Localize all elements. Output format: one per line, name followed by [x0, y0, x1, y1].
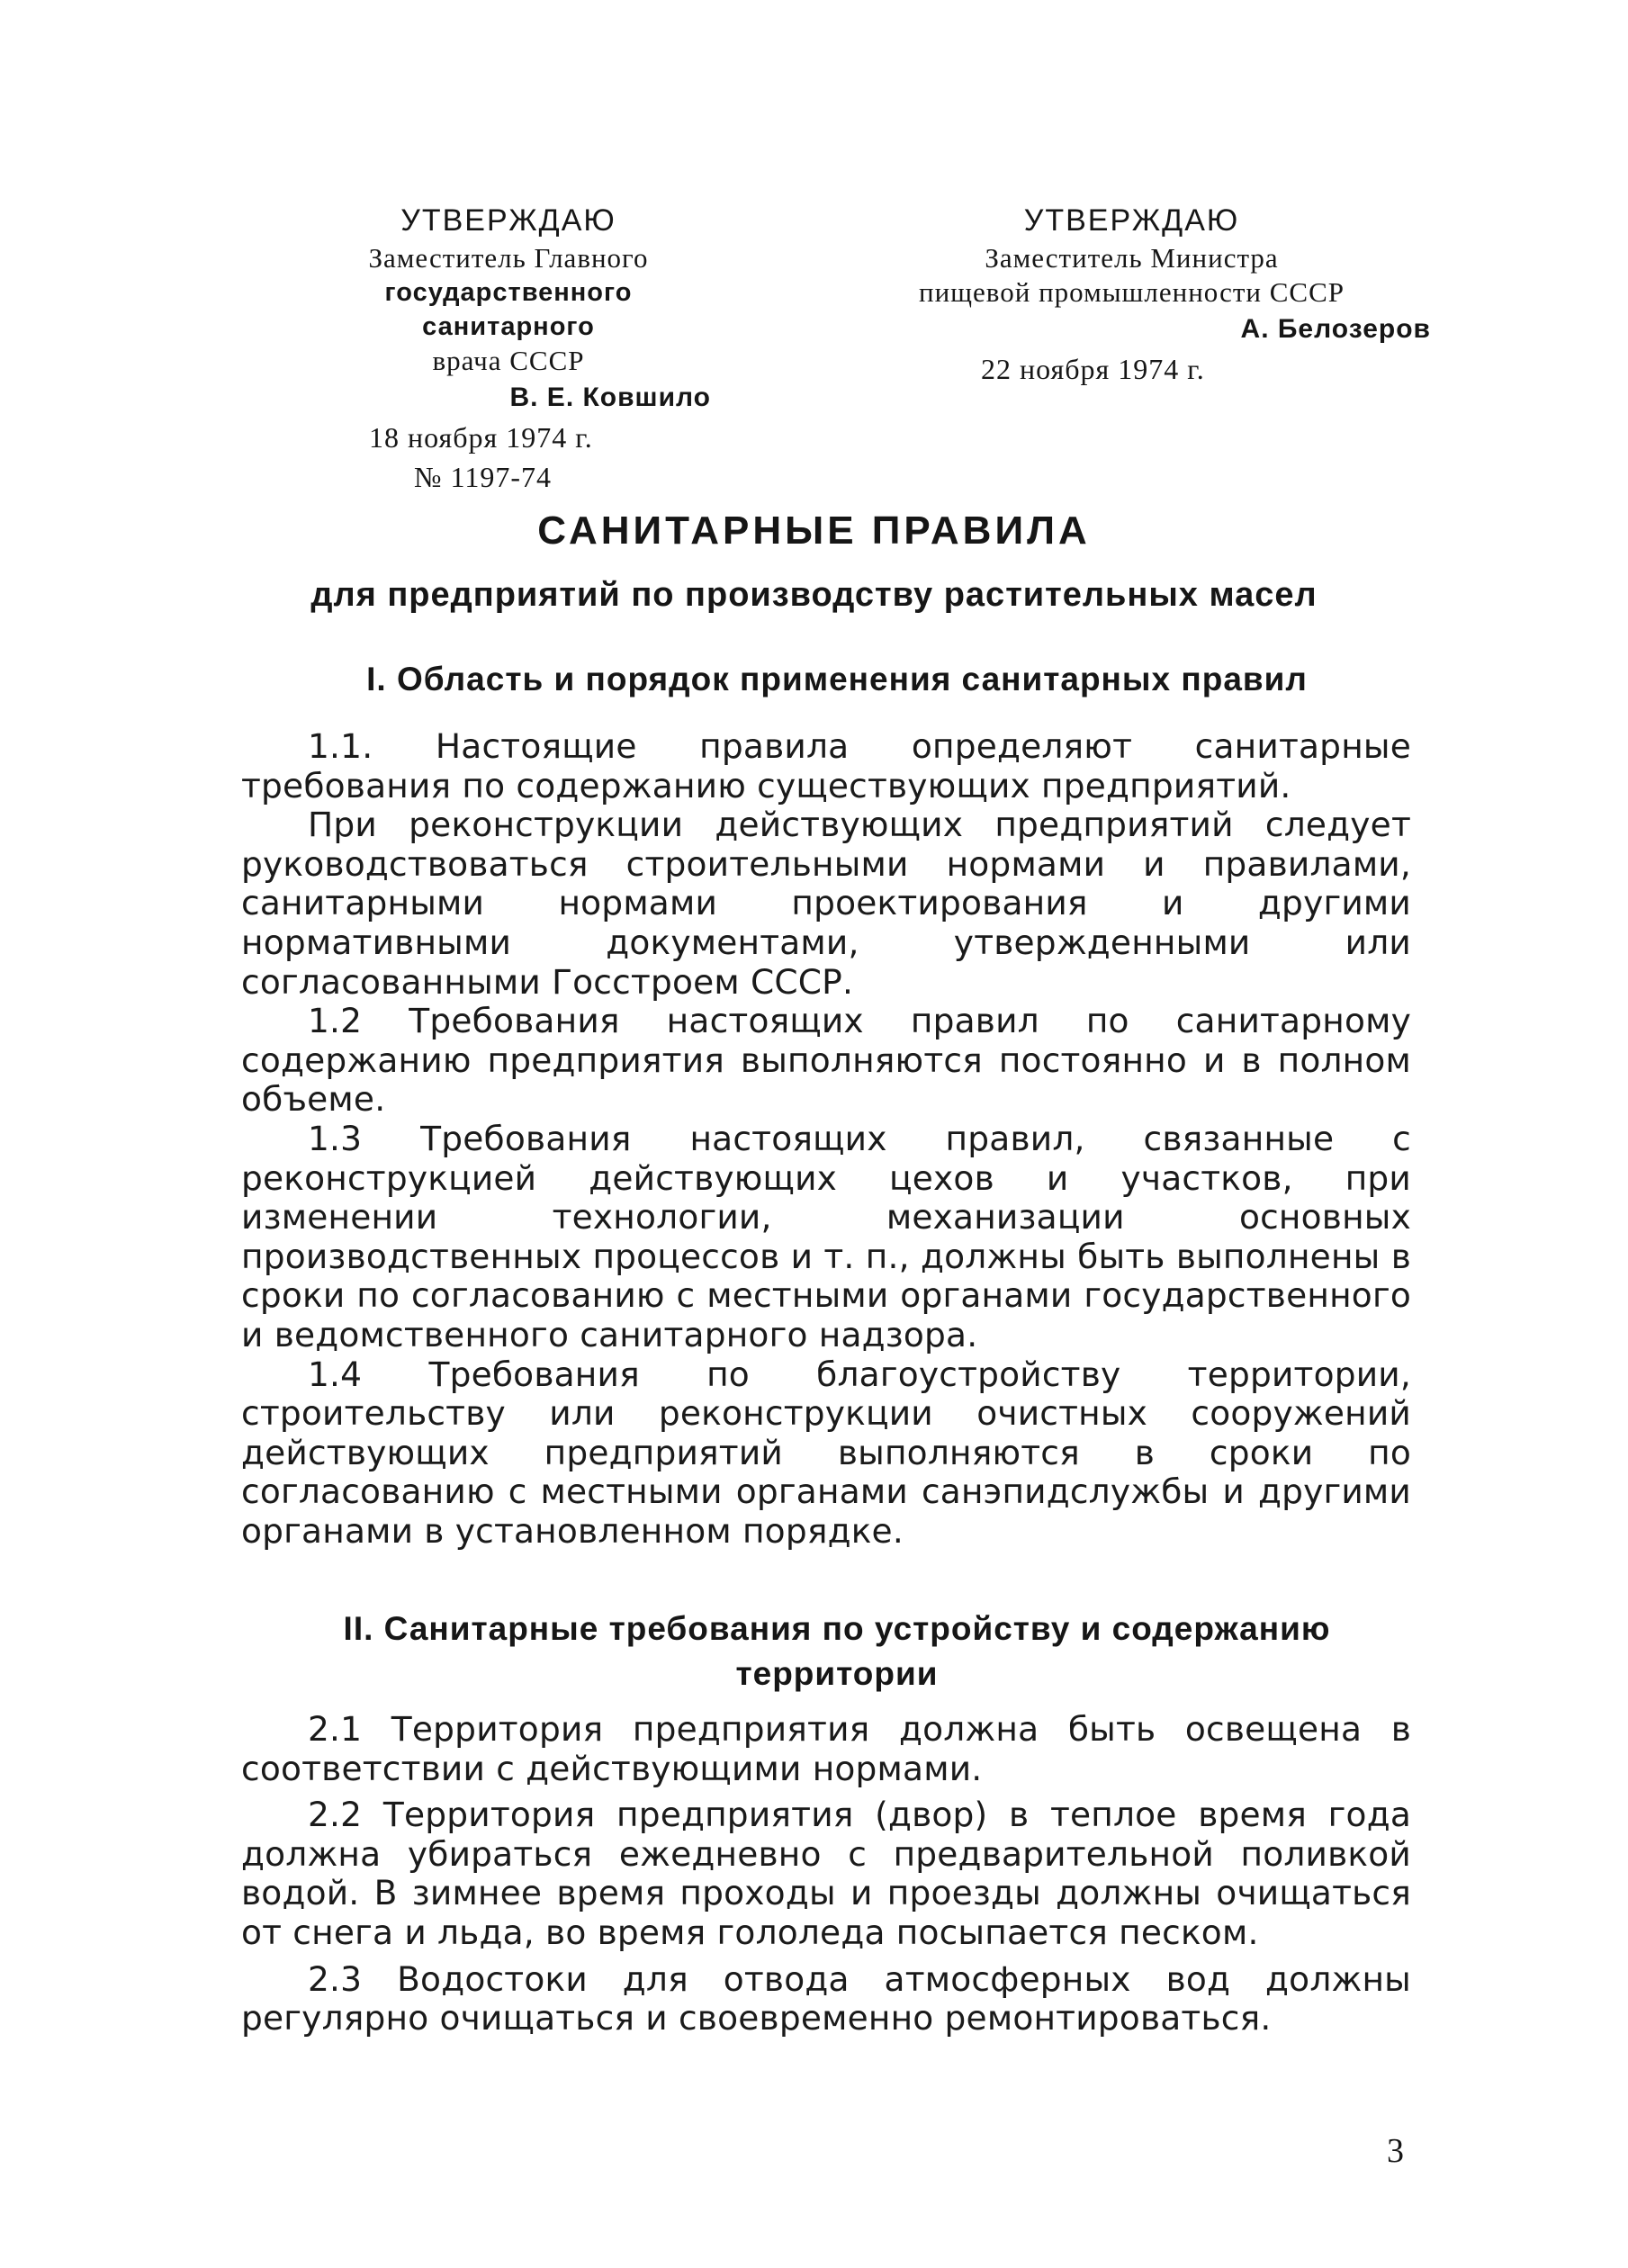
approval-signatory: А. Белозеров: [1240, 314, 1431, 344]
section-heading: [270, 1606, 1404, 1696]
approval-block-left: [297, 200, 720, 497]
approval-heading: УТВЕРЖДАЮ: [1023, 203, 1240, 238]
approval-position-line: пищевой промышленности СССР: [919, 276, 1345, 308]
page-number: 3: [1387, 2132, 1404, 2170]
approval-position-line: Заместитель Министра: [985, 242, 1279, 274]
approval-position-line: Заместитель Главного: [368, 242, 649, 274]
paragraph: 2.3 Водостоки для отвода атмосферных вод должны регулярно очищаться и своевременно ремонтироваться.: [241, 1958, 1411, 2038]
section-body: [241, 727, 1411, 1551]
approval-position-line: государственного санитарного: [384, 278, 633, 341]
approval-signatory: В. Е. Ковшило: [509, 382, 711, 412]
approval-heading: УТВЕРЖДАЮ: [400, 203, 616, 238]
approval-date: 22 ноября 1974 г.: [981, 353, 1205, 385]
approval-position-line: врача СССР: [432, 345, 585, 376]
paragraph: 2.2 Территория предприятия (двор) в теплое время года должна убираться ежедневно с предварительной поливкой водой. В зимнее время проходы и проезды должны очищаться от снега и льда, во время гололеда посыпается песком.: [241, 1795, 1411, 1952]
paragraph: При реконструкции действующих предприятий следует руководствоваться строительными нормами и правилами, санитарными нормами проектирования и другими нормативными документами, утвержденными или согласованными Госстроем СССР.: [241, 805, 1411, 1002]
section-heading-line: II. Санитарные требования по устройству и содержанию: [343, 1610, 1331, 1647]
paragraph: 2.1 Территория предприятия должна быть освещена в соответствии с действующими нормами.: [241, 1709, 1411, 1788]
paragraph: 1.4 Требования по благоустройству территории, строительству или реконструкции очистных сооружений действующих предприятий выполняются в сроки по согласованию с местными органами санэпидслужбы и другими органами в установленном порядке.: [241, 1354, 1411, 1551]
section-heading: I. Область и порядок применения санитарных правил: [366, 661, 1308, 698]
document-title: САНИТАРНЫЕ ПРАВИЛА: [537, 508, 1091, 553]
paragraph: 1.2 Требования настоящих правил по санитарному содержанию предприятия выполняются постоянно и в полном объеме.: [241, 1001, 1411, 1120]
approval-number: № 1197-74: [414, 461, 552, 493]
paragraph: 1.3 Требования настоящих правил, связанные с реконструкцией действующих цехов и участков, при изменении технологии, механизации основных производственных процессов и т. п., должны быть выполнены в сроки по согласованию с местными органами государственного и ведомственного санитарного надзора.: [241, 1118, 1411, 1354]
section-heading-line: территории: [735, 1655, 939, 1692]
paragraph: 1.1. Настоящие правила определяют санитарные требования по содержанию существующих предприятий.: [241, 726, 1411, 806]
approval-block-right: [832, 200, 1431, 389]
section-body: [241, 1710, 1411, 2046]
document-subtitle: для предприятий по производству растительных масел: [310, 576, 1318, 614]
approval-date: 18 ноября 1974 г.: [369, 421, 593, 454]
